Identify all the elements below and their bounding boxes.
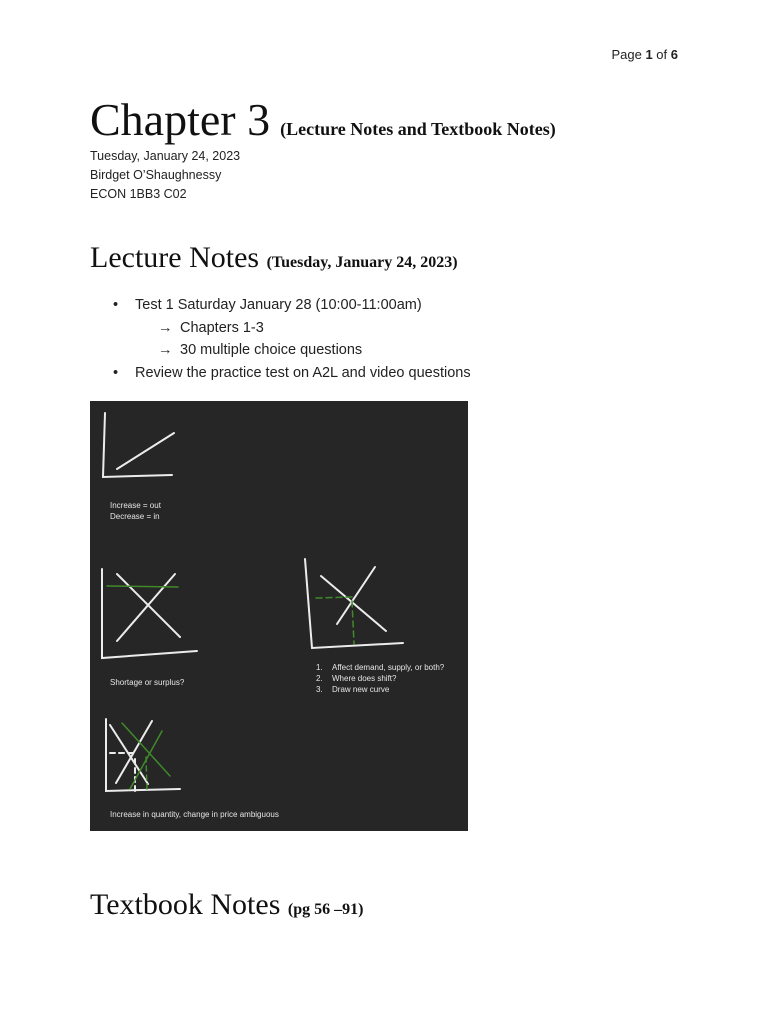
accent-dash-v-3 (352, 601, 354, 644)
bullet-text: Test 1 Saturday January 28 (10:00-11:00am) (135, 297, 422, 313)
textbook-notes-heading (90, 887, 363, 928)
accent-dash-h-3 (316, 597, 352, 598)
page-label: Page (611, 47, 642, 62)
sub-bullet-item (113, 317, 471, 340)
document-date: Tuesday, January 24, 2023 (90, 149, 241, 163)
page-number (611, 47, 678, 62)
document-meta (90, 147, 240, 204)
sketch-note-2: Shortage or surplus? (110, 678, 185, 687)
step-text: Affect demand, supply, or both? (332, 663, 445, 672)
bullet-item (113, 362, 471, 385)
upward-line (117, 433, 174, 469)
lecture-notes-heading (90, 240, 458, 281)
supply-demand-sketches (90, 401, 468, 831)
lecture-notes-date: (Tuesday, January 24, 2023) (266, 254, 458, 271)
lecture-notes-heading-text: Lecture Notes (90, 241, 260, 274)
demand-line-4 (110, 725, 148, 784)
page-total: 6 (670, 47, 678, 62)
accent-line-2 (107, 586, 178, 587)
sketch-steps (316, 662, 444, 695)
step-number: 3. (316, 685, 323, 694)
chapter-title-text: Chapter 3 (90, 94, 271, 145)
bullet-icon: • (113, 364, 119, 381)
sketch-strokes (102, 413, 403, 791)
sketch-note-3: Increase in quantity, change in price ambiguous (110, 810, 279, 819)
sub-bullet-text: 30 multiple choice questions (180, 342, 363, 358)
sub-bullet-item (113, 339, 471, 362)
sketch-note-1 (110, 500, 161, 522)
bullet-text: Review the practice test on A2L and video questions (135, 364, 471, 381)
arrow-right-icon: → (158, 342, 173, 358)
shifted-dash-4 (146, 757, 147, 791)
document-course: ECON 1BB3 C02 (90, 187, 187, 201)
step-number: 2. (316, 674, 323, 683)
axes-2 (102, 569, 197, 658)
lecture-sketch-figure (90, 401, 468, 831)
document-author: Birdget O’Shaughnessy (90, 168, 222, 182)
chapter-subtitle: (Lecture Notes and Textbook Notes) (280, 119, 556, 139)
axes-1 (103, 413, 172, 477)
sketch-note-1-line2: Decrease = in (110, 512, 160, 521)
bullet-icon: • (113, 297, 119, 313)
page-of: of (656, 47, 668, 62)
bullet-item (113, 294, 471, 317)
textbook-notes-pages: (pg 56 –91) (287, 901, 364, 918)
lecture-bullet-list (113, 294, 471, 384)
step-text: Where does shift? (332, 674, 397, 683)
page-current: 1 (645, 47, 653, 62)
arrow-right-icon: → (158, 319, 173, 336)
step-number: 1. (316, 663, 323, 672)
sub-bullet-text: Chapters 1-3 (180, 319, 264, 336)
sketch-note-1-line1: Increase = out (110, 501, 161, 510)
step-text: Draw new curve (332, 685, 390, 694)
textbook-notes-heading-text: Textbook Notes (90, 888, 281, 921)
